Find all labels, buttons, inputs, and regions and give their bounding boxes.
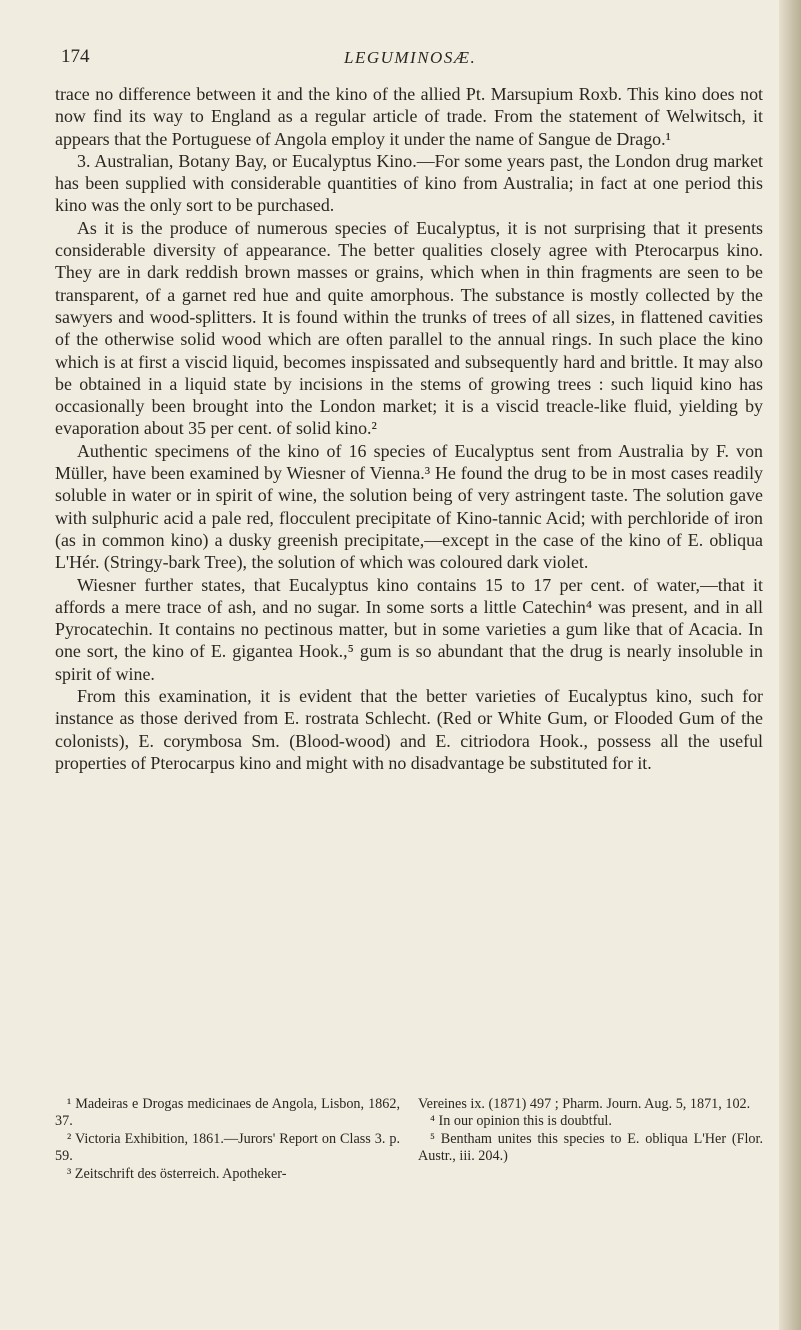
paragraph-continuation: trace no difference between it and the kino of the allied Pt. Marsupium Roxb. This kino does not now find its way to England as a regular article of trade. From the statement of Welwitsch, it appears that the Portuguese of Angola employ it under the name of Sangue de Drago.¹: [55, 84, 763, 149]
footnotes-left-column: [55, 1096, 400, 1183]
paragraph-wiesner-examination: Authentic specimens of the kino of 16 species of Eucalyptus sent from Australia by F. von Müller, have been examined by Wiesner of Vienna.³ He found the drug to be in most cases readily soluble in water or in spirit of wine, the solution being of very astringent taste. The solution gave with sulphuric acid a pale red, flocculent precipitate of Kino-tannic Acid; with perchloride of iron (as in common kino) a dusky greenish precipitate,—except in the case of the kino of E. obliqua L'Hér. (Stringy-bark Tree), the solution of which was coloured dark violet.: [55, 440, 763, 573]
body-text: [55, 83, 763, 774]
footnote-5: ⁵ Bentham unites this species to E. obliqua L'Her (Flor. Austr., iii. 204.): [418, 1130, 763, 1165]
paragraph-conclusion: From this examination, it is evident that the better varieties of Eucalyptus kino, such for instance as those derived from E. rostrata Schlecht. (Red or White Gum, or Flooded Gum of the colonists), E. corymbosa Sm. (Blood-wood) and E. citriodora Hook., possess all the useful properties of Pterocarpus kino and might with no disadvantage be substituted for it.: [55, 686, 763, 773]
running-head: LEGUMINOSÆ.: [344, 48, 477, 67]
footnotes: [55, 1096, 763, 1183]
footnote-4: ⁴ In our opinion this is doubtful.: [430, 1113, 612, 1130]
paragraph-eucalyptus-kino-heading: 3. Australian, Botany Bay, or Eucalyptus Kino.—For some years past, the London drug market has been supplied with considerable quantities of kino from Australia; in fact at one period this kino was the only sort to be purchased.: [55, 150, 763, 216]
paragraph-composition: Wiesner further states, that Eucalyptus kino contains 15 to 17 per cent. of water,—that it affords a mere trace of ash, and no sugar. In some sorts a little Catechin⁴ was present, and in all Pyrocatechin. It contains no pectinous matter, but in some varieties a gum like that of Acacia. In one sort, the kino of E. gigantea Hook.,⁵ gum is so abundant that the drug is nearly insoluble in spirit of wine.: [55, 574, 763, 684]
footnote-3-continued: Vereines ix. (1871) 497 ; Pharm. Journ. Aug. 5, 1871, 102.: [418, 1096, 751, 1112]
footnote-2: ² Victoria Exhibition, 1861.—Jurors' Report on Class 3. p. 59.: [55, 1130, 400, 1165]
page-header: [0, 46, 790, 76]
footnote-3: ³ Zeitschrift des österreich. Apotheker-: [67, 1165, 287, 1182]
footnote-1: ¹ Madeiras e Drogas medicinaes de Angola, Lisbon, 1862, 37.: [55, 1096, 400, 1130]
page-number: 174: [61, 46, 90, 67]
page-edge: [779, 0, 801, 1330]
footnotes-right-column: [418, 1096, 763, 1183]
paragraph-description: As it is the produce of numerous species of Eucalyptus, it is not surprising that it presents considerable diversity of appearance. The better qualities closely agree with Pterocarpus kino. They are in dark reddish brown masses or grains, which when in thin fragments are seen to be transparent, of a garnet red hue and quite amorphous. The substance is mostly collected by the sawyers and wood-splitters. It is found within the trunks of trees of all sizes, in flattened cavities of the otherwise solid wood which are often parallel to the annual rings. In such place the kino which is at first a viscid liquid, becomes inspissated and subsequently hard and brittle. It may also be obtained in a liquid state by incisions in the stems of growing trees : such liquid kino has occasionally been brought into the London market; it is a viscid treacle-like fluid, yielding by evaporation about 35 per cent. of solid kino.²: [55, 217, 763, 439]
